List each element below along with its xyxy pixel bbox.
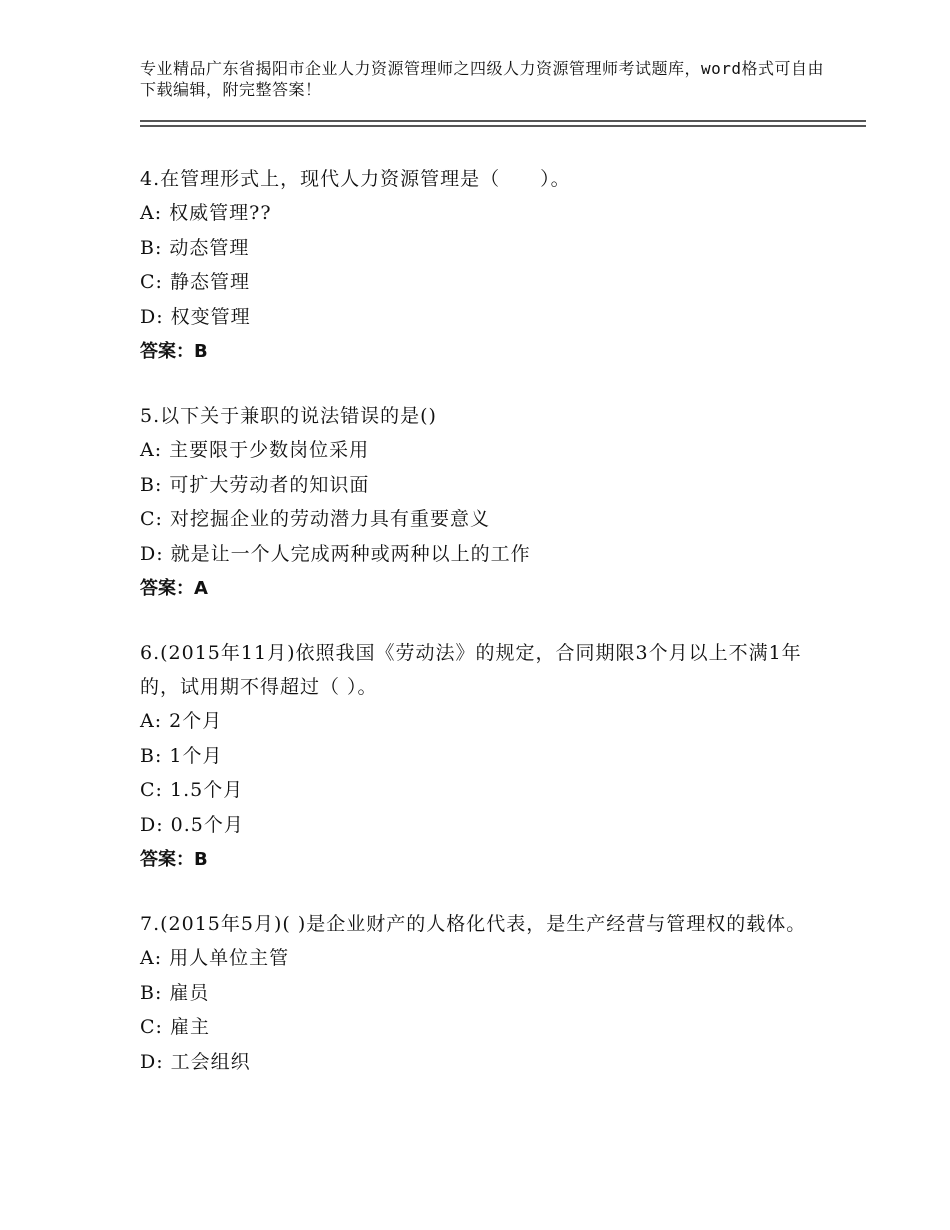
question-list xyxy=(140,162,820,1109)
option-d: D: 就是让一个人完成两种或两种以上的工作 xyxy=(140,542,531,565)
option-d: D: 工会组织 xyxy=(140,1050,251,1073)
question-6 xyxy=(140,636,820,877)
header-divider-top xyxy=(140,120,866,122)
option-c: C: 1.5个月 xyxy=(140,779,244,801)
document-header: 专业精品广东省揭阳市企业人力资源管理师之四级人力资源管理师考试题库，word格式可自由下载编辑，附完整答案！ xyxy=(140,59,825,99)
option-b: B: 1个月 xyxy=(140,744,223,767)
question-5 xyxy=(140,399,820,606)
question-stem: 4.在管理形式上，现代人力资源管理是（ ）。 xyxy=(140,168,571,190)
option-a: A: 用人单位主管 xyxy=(140,947,290,969)
question-stem: 7.(2015年5月)( )是企业财产的人格化代表，是生产经营与管理权的载体。 xyxy=(140,913,807,935)
answer: 答案：B xyxy=(140,849,208,870)
answer: 答案：A xyxy=(140,578,208,599)
option-c: C: 对挖掘企业的劳动潜力具有重要意义 xyxy=(140,508,490,530)
option-b: B: 雇员 xyxy=(140,981,210,1004)
option-a: A: 权威管理?? xyxy=(140,202,272,224)
option-a: A: 2个月 xyxy=(140,710,223,732)
header-divider-bottom xyxy=(140,125,866,127)
question-stem: 5.以下关于兼职的说法错误的是() xyxy=(140,405,437,427)
option-c: C: 静态管理 xyxy=(140,271,250,293)
option-d: D: 0.5个月 xyxy=(140,813,244,836)
option-d: D: 权变管理 xyxy=(140,305,251,328)
question-7 xyxy=(140,907,820,1079)
option-b: B: 动态管理 xyxy=(140,236,250,259)
question-4 xyxy=(140,162,820,369)
option-b: B: 可扩大劳动者的知识面 xyxy=(140,473,370,496)
answer: 答案：B xyxy=(140,341,208,362)
option-a: A: 主要限于少数岗位采用 xyxy=(140,439,370,461)
question-stem: 6.(2015年11月)依照我国《劳动法》的规定，合同期限3个月以上不满1年的，试用期不得超过（ ）。 xyxy=(140,642,802,698)
option-c: C: 雇主 xyxy=(140,1016,210,1038)
